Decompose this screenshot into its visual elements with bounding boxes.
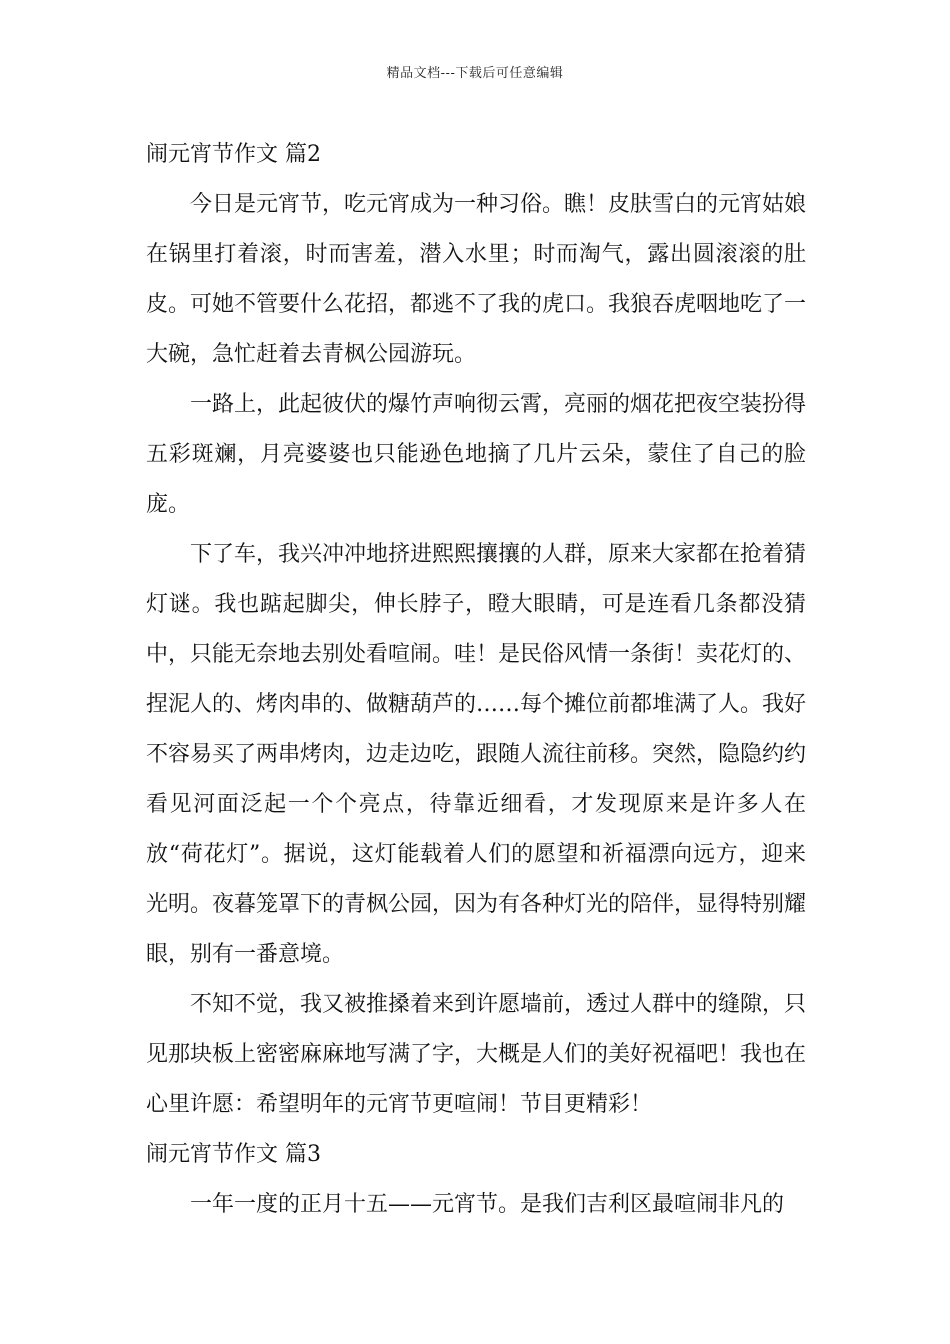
document-body [146,130,806,1230]
paragraph: 一路上，此起彼伏的爆竹声响彻云霄，亮丽的烟花把夜空装扮得五彩斑斓，月亮婆婆也只能逊色地摘了几片云朵，蒙住了自己的脸庞。 [146,392,807,517]
page-header: 精品文档---下载后可任意编辑 [386,66,564,81]
paragraph: 下了车，我兴冲冲地挤进熙熙攘攘的人群，原来大家都在抢着猜灯谜。我也踮起脚尖，伸长脖子，瞪大眼睛，可是连看几条都没猜中，只能无奈地去别处看喧闹。哇！是民俗风情一条街！卖花灯的、捏泥人的、烤肉串的、做糖葫芦的……每个摊位前都堆满了人。我好不容易买了两串烤肉，边走边吃，跟随人流往前移。突然，隐隐约约看见河面泛起一个个亮点，待靠近细看，才发现原来是许多人在放“荷花灯”。据说，这灯能载着人们的愿望和祈福漂向远方，迎来光明。夜暮笼罩下的青枫公园，因为有各种灯光的陪伴，显得特别耀眼，别有一番意境。 [146,542,807,967]
section-title: 闹元宵节作文 篇3 [146,1142,321,1167]
section-title: 闹元宵节作文 篇2 [146,142,321,167]
paragraph: 不知不觉，我又被推搡着来到许愿墙前，透过人群中的缝隙，只见那块板上密密麻麻地写满了字，大概是人们的美好祝福吧！我也在心里许愿：希望明年的元宵节更喧闹！节目更精彩！ [146,992,807,1117]
paragraph: 一年一度的正月十五——元宵节。是我们吉利区最喧闹非凡的 [190,1192,785,1217]
paragraph: 今日是元宵节，吃元宵成为一种习俗。瞧！皮肤雪白的元宵姑娘在锅里打着滚，时而害羞，潜入水里；时而淘气，露出圆滚滚的肚皮。可她不管要什么花招，都逃不了我的虎口。我狼吞虎咽地吃了一大碗，急忙赶着去青枫公园游玩。 [146,192,807,367]
